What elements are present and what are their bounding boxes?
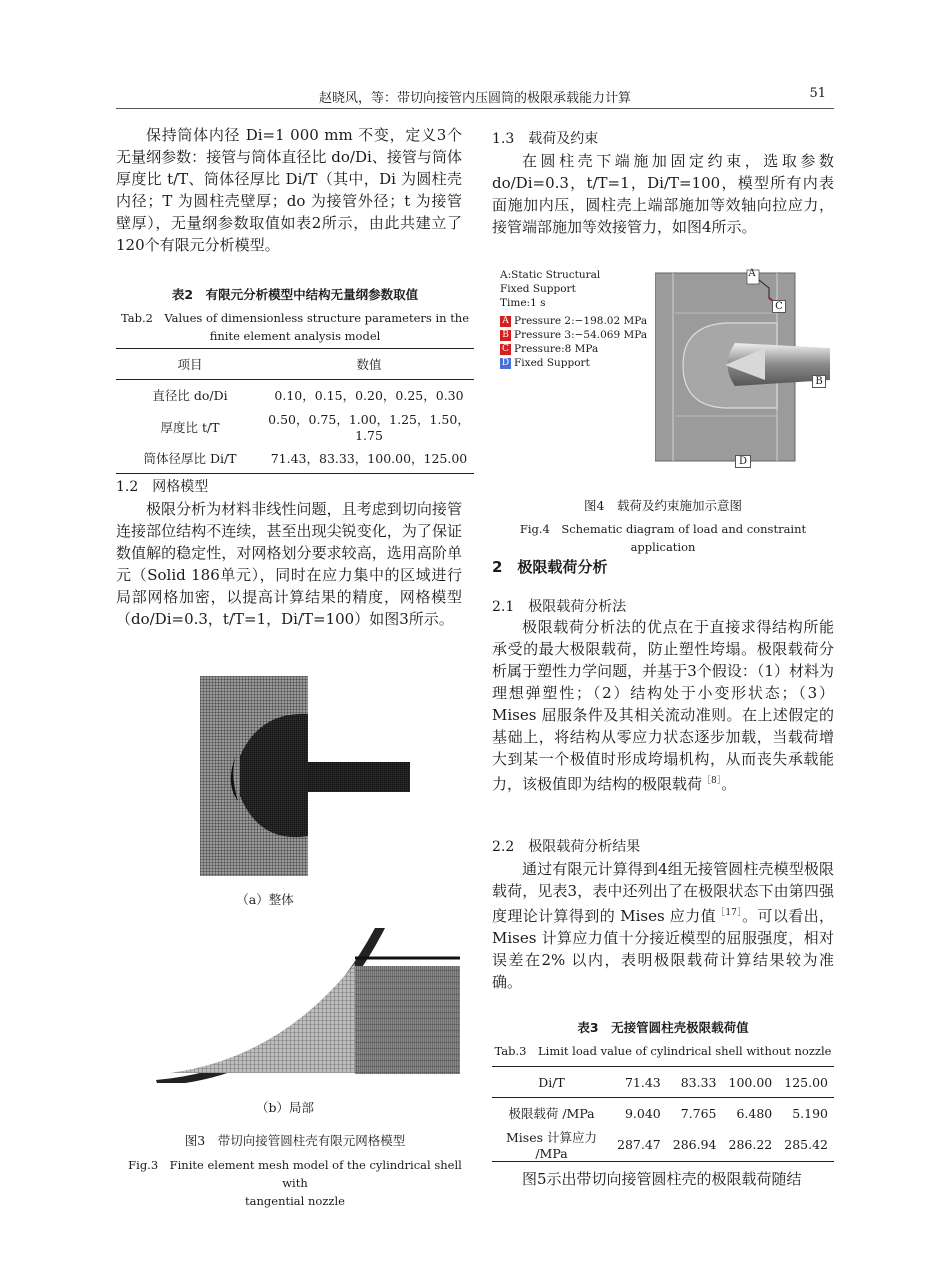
fig3-caption-cn: 图3 带切向接管圆柱壳有限元网格模型	[184, 1133, 406, 1148]
fig4-model-image	[655, 268, 830, 468]
section-2-1-heading: 2.1 极限载荷分析法	[492, 599, 627, 615]
table2-caption-cn: 表2 有限元分析模型中结构无量纲参数取值	[171, 287, 419, 302]
table-cell: 筒体径厚比 Di/T	[143, 451, 237, 466]
table-header-row	[116, 349, 474, 380]
section-2-2-heading: 2.2 极限载荷分析结果	[492, 839, 641, 855]
legend-key-a: A	[500, 316, 511, 327]
table-row	[116, 380, 474, 411]
table-cell: 9.040	[624, 1105, 661, 1121]
table-row	[116, 410, 474, 443]
section-1-2-heading: 1.2 网格模型	[116, 479, 209, 495]
table-header-cell: 项目	[177, 357, 203, 372]
fig4-caption-en: Fig.4 Schematic diagram of load and constraint application	[519, 522, 807, 554]
table-cell: 286.22	[728, 1137, 773, 1152]
legend-key-b: B	[500, 330, 511, 341]
legend-item: C Pressure:8 MPa	[500, 342, 660, 356]
right-para-3: 在圆柱壳下端施加固定约束，选取参数 do/Di=0.3，t/T=1，Di/T=100，模型所有内表面施加内压，圆柱壳上端部施加等效轴向拉应力，接管端部施加等效接管力，如图4所示。	[492, 152, 834, 236]
section-2-heading: 2 极限载荷分析	[492, 558, 608, 576]
table-cell: 285.42	[784, 1137, 828, 1152]
legend-item: B Pressure 3:−54.069 MPa	[500, 328, 660, 342]
legend-item: A Pressure 2:−198.02 MPa	[500, 314, 660, 328]
fig3b-mesh-image	[150, 928, 460, 1083]
table-cell: 7.765	[680, 1105, 717, 1121]
table-cell: 287.47	[617, 1137, 661, 1152]
table-row	[492, 1098, 834, 1129]
table3	[492, 1066, 834, 1162]
fig3a-mesh-image	[200, 676, 410, 876]
fig4-caption-cn: 图4 载荷及约束施加示意图	[584, 498, 742, 513]
section-1-3-heading: 1.3 载荷及约束	[492, 131, 599, 147]
table-cell: 极限载荷 /MPa	[508, 1106, 595, 1121]
page-number: 51	[809, 86, 826, 101]
table-cell: 厚度比 t/T	[160, 419, 220, 435]
table-cell: Mises 计算应力 /MPa	[506, 1130, 597, 1161]
table-row	[492, 1128, 834, 1162]
table2-caption-en: Tab.2 Values of dimensionless structure parameters in the finite element analysis model	[120, 311, 470, 343]
fig4-legend: A:Static Structural Fixed Support Time:1 s A Pressure 2:−198.02 MPa B Pressure 3:−54.069 MPa C Pressure:8 MPa D Fixed Support	[500, 268, 660, 370]
reference-8: ［8］	[702, 776, 722, 786]
header-title: 赵晓风，等：带切向接管内压圆筒的极限承载能力计算	[318, 91, 631, 106]
right-para-4: 极限载荷分析法的优点在于直接求得结构所能承受的最大极限载荷，防止塑性垮塌。极限载荷分析属于塑性力学问题，并基于3个假设：（1）材料为理想弹塑性；（2）结构处于小变形状态；（3）Mises 屈服条件及其相关流动准则。在上述假定的基础上，将结构从零应力状态逐步加载，当载荷增大到某一个极值时形成垮塌机构，从而丧失承载能力，该极值即为结构的极限载荷$^{[8]}$。	[492, 618, 834, 793]
fig3-caption-en: Fig.3 Finite element mesh model of the cylindrical shell with tangential nozzle	[128, 1158, 462, 1208]
table-header-cell: 100.00	[728, 1074, 773, 1090]
running-header	[116, 82, 834, 109]
table-header-cell: 数值	[356, 357, 382, 372]
table-row	[116, 443, 474, 474]
fig4-marker-c: C	[772, 300, 786, 313]
table-cell: 直径比 do/Di	[152, 388, 228, 403]
fig4-marker-a: A	[748, 268, 756, 279]
table-header-cell: 83.33	[680, 1074, 717, 1090]
fig4-marker-b: B	[812, 375, 826, 388]
legend-key-c: C	[500, 344, 511, 355]
legend-key-d: D	[501, 357, 510, 368]
table-header-row	[492, 1067, 834, 1098]
table-header-cell: 125.00	[784, 1074, 828, 1090]
fig3b-label: （b）局部	[255, 1100, 314, 1115]
right-para-6: 图5示出带切向接管圆柱壳的极限载荷随结	[522, 1170, 802, 1188]
table-cell: 0.10，0.15，0.20，0.25，0.30	[274, 388, 464, 403]
table-cell: 286.94	[672, 1137, 717, 1152]
table-cell: 71.43，83.33，100.00，125.00	[270, 451, 468, 466]
reference-17: ［17］	[715, 908, 743, 918]
table3-caption-en: Tab.3 Limit load value of cylindrical shell without nozzle	[494, 1044, 832, 1058]
legend-item: D Fixed Support	[501, 357, 590, 369]
table2	[116, 348, 474, 474]
table-header-cell: Di/T	[538, 1074, 565, 1090]
table3-caption-cn: 表3 无接管圆柱壳极限载荷值	[577, 1020, 749, 1035]
table-cell: 5.190	[792, 1105, 828, 1121]
right-para-5: 通过有限元计算得到4组无接管圆柱壳模型极限载荷，见表3，表中还列出了在极限状态下由第四强度理论计算得到的 Mises 应力值$^{[17]}$。可以看出，Mises 计算应力值十分接近模型的屈服强度，相对误差在2% 以内，表明极限载荷计算结果较为准确。	[492, 860, 834, 991]
table-header-cell: 71.43	[624, 1074, 661, 1090]
left-para-1: 保持筒体内径 Di=1 000 mm 不变，定义3个无量纲参数：接管与筒体直径比 do/Di、接管与筒体厚度比 t/T、筒体径厚比 Di/T（其中，Di 为圆柱壳内径；T 为圆柱壳壁厚；do 为接管外径；t 为接管壁厚），无量纲参数取值如表2所示，由此共建立了120个有限元分析模型。	[116, 126, 462, 254]
fig3a-label: （a）整体	[236, 892, 294, 907]
table-cell: 6.480	[736, 1105, 773, 1121]
fig4-marker-d: D	[735, 455, 751, 468]
left-para-2: 极限分析为材料非线性问题，且考虑到切向接管连接部位结构不连续，甚至出现尖锐变化，为了保证数值解的稳定性，对网格划分要求较高，选用高阶单元（Solid 186单元），同时在应力集中的区域进行局部网格加密，以提高计算结果的精度，网格模型（do/Di=0.3，t/T=1，Di/T=100）如图3所示。	[116, 500, 462, 628]
table-cell: 0.50，0.75，1.00，1.25，1.50，1.75	[268, 412, 470, 443]
